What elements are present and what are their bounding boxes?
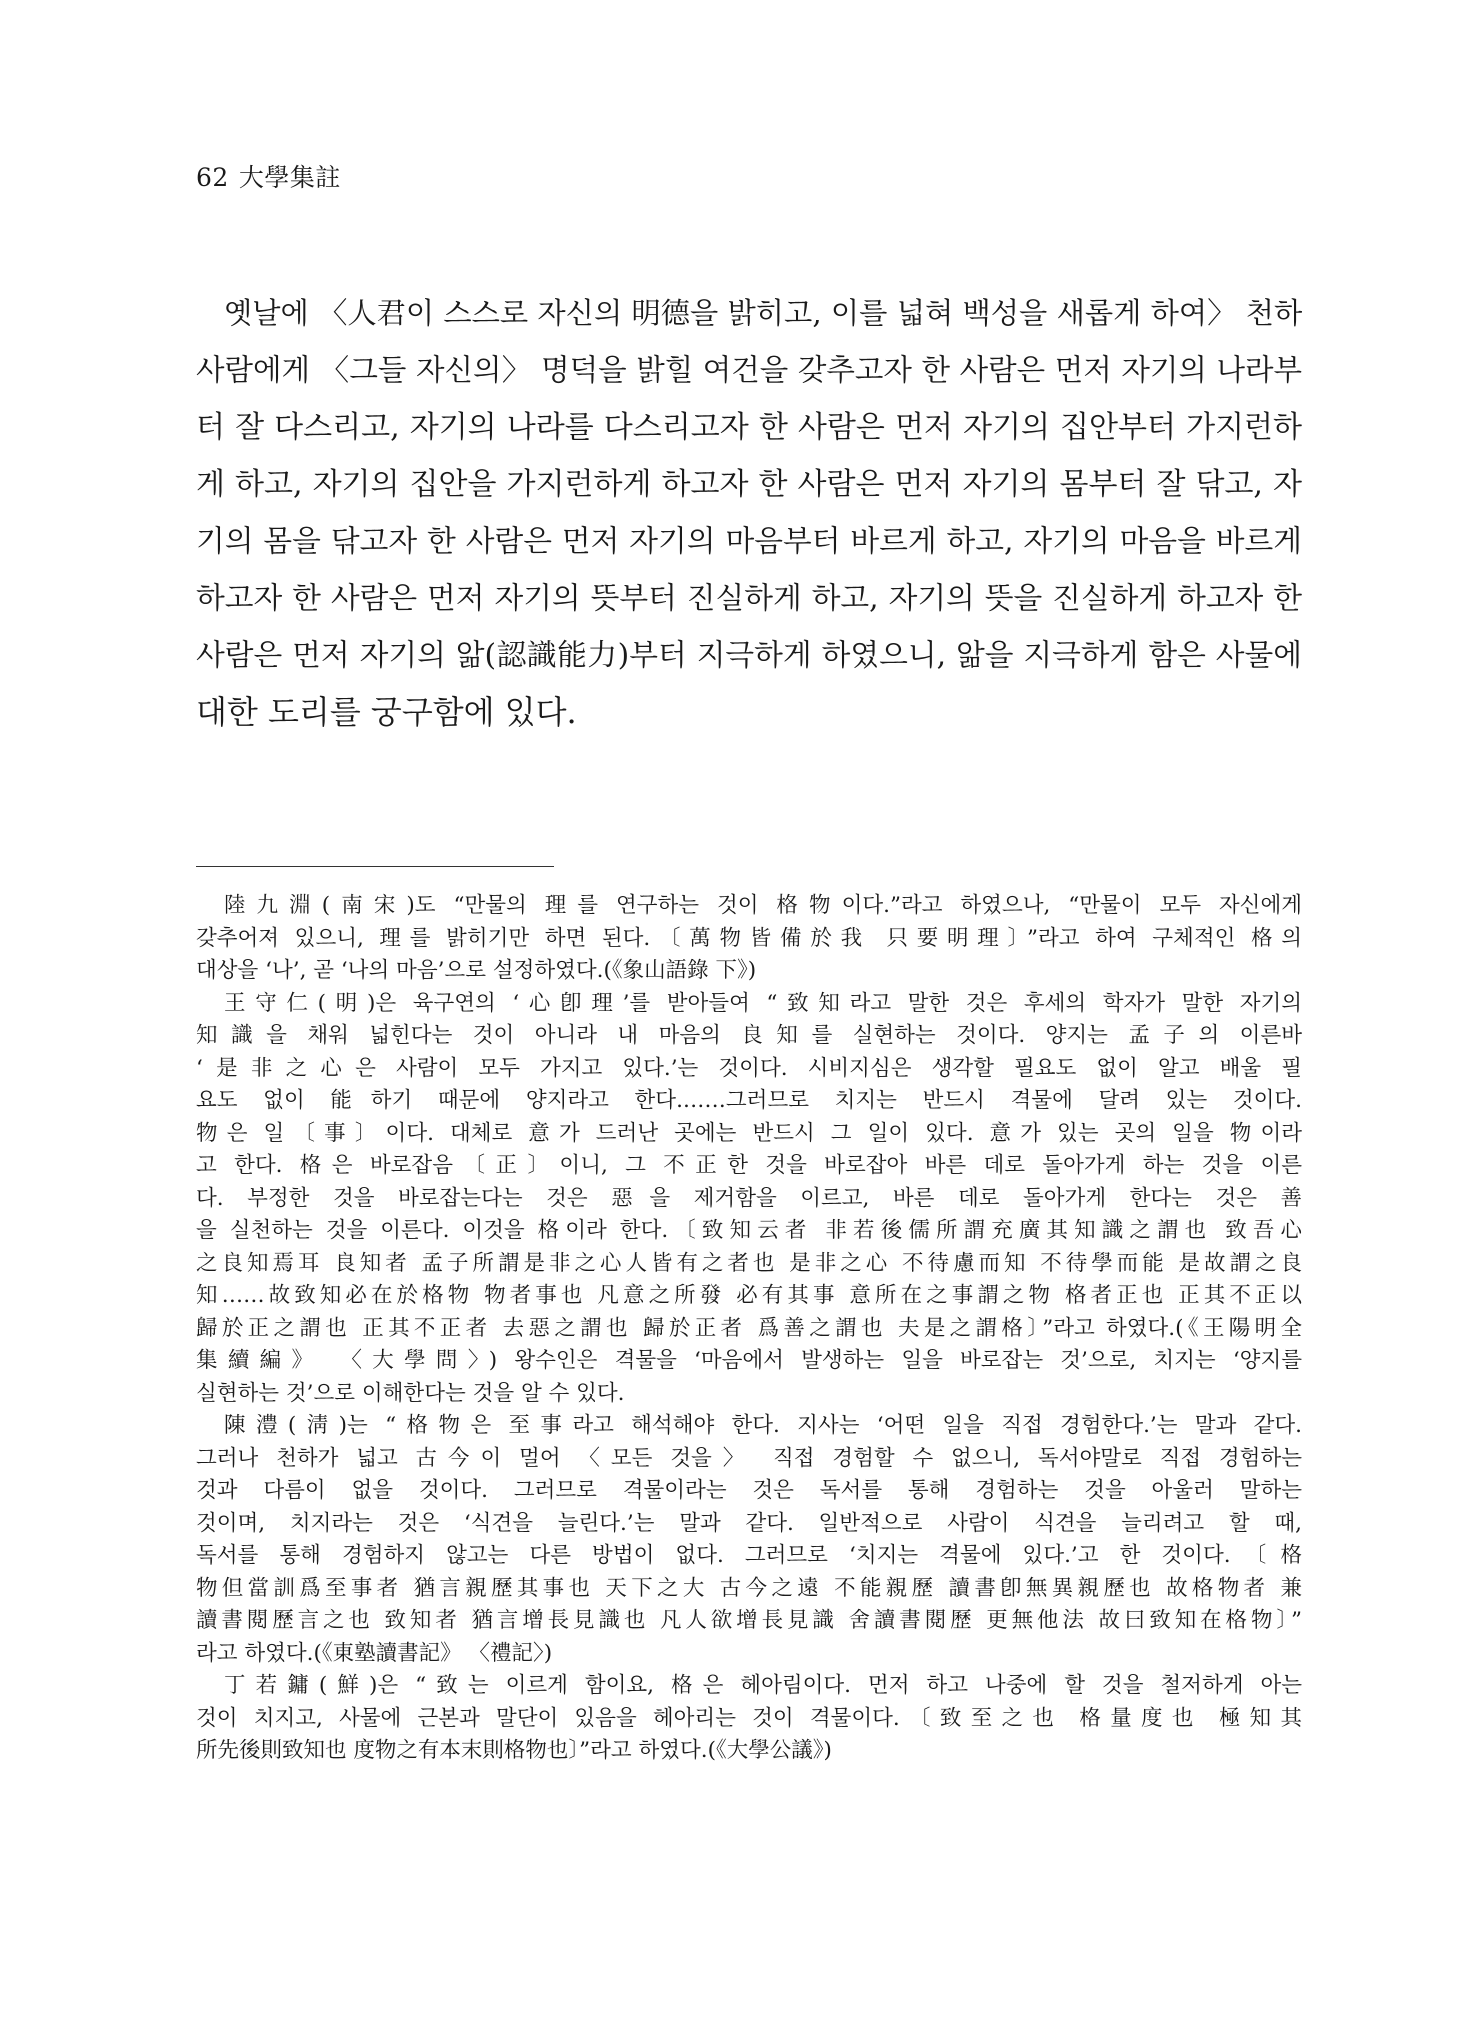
footnote-line: 歸於正之謂也 正其不正者 去惡之謂也 歸於正者 爲善之謂也 夫是之謂格〕”라고 하였다.(《王陽明全 [196, 1315, 1302, 1341]
footnote-line: 之良知焉耳 良知者 孟子所謂是非之心人皆有之者也 是非之心 不待慮而知 不待學而能 是故謂之良 [196, 1250, 1302, 1276]
main-text-line: 옛날에 〈人君이 스스로 자신의 明德을 밝히고, 이를 넓혀 백성을 새롭게 하여〉 천하 [224, 296, 1302, 330]
footnote-line: 갖추어져 있으니, 理를 밝히기만 하면 된다.〔萬物皆備於我 只要明理〕”라고 하여 구체적인 格의 [196, 925, 1302, 951]
footnote-line: 라고 하였다.(《東塾讀書記》 〈禮記〉) [196, 1640, 553, 1666]
main-text-line: 대한 도리를 궁구함에 있다. [196, 693, 577, 731]
footnote-line: 知識을 채워 넓힌다는 것이 아니라 내 마음의 良知를 실현하는 것이다. 양지는 孟子의 이른바 [196, 1023, 1302, 1048]
footnote-line: 고 한다. 格은 바로잡음〔正〕이니, 그 不正한 것을 바로잡아 바른 데로 돌아가게 하는 것을 이른 [196, 1153, 1302, 1178]
footnote-line: 所先後則致知也 度物之有本末則格物也〕”라고 하였다.(《大學公議》) [196, 1738, 832, 1763]
main-text-line: 터 잘 다스리고, 자기의 나라를 다스리고자 한 사람은 먼저 자기의 집안부터 가지런하 [196, 410, 1302, 445]
footnote-line: 것과 다름이 없을 것이다. 그러므로 격물이라는 것은 독서를 통해 경험하는 것을 아울러 말하는 [196, 1478, 1302, 1503]
footnote-line: 陸九淵(南宋)도 “만물의 理를 연구하는 것이 格物이다.”라고 하였으나, “만물이 모두 자신에게 [224, 893, 1302, 918]
running-head [196, 158, 341, 194]
page-number: 62 [196, 163, 229, 192]
main-text-line: 사람에게 〈그들 자신의〉 명덕을 밝힐 여건을 갖추고자 한 사람은 먼저 자기의 나라부 [196, 353, 1302, 387]
footnote-line: 丁若鏞(鮮)은 “致는 이르게 함이요, 格은 헤아림이다. 먼저 하고 나중에 할 것을 철저하게 아는 [224, 1673, 1302, 1698]
footnote-line: 을 실천하는 것을 이른다. 이것을 格이라 한다.〔致知云者 非若後儒所謂充廣其知識之謂也 致吾心 [196, 1218, 1302, 1243]
footnote-line: 陳澧(淸)는 “格物은 至事라고 해석해야 한다. 지사는 ‘어떤 일을 직접 경험한다.’는 말과 같다. [224, 1413, 1302, 1438]
footnote-line: 集續編》 〈大學問〉) 왕수인은 격물을 ‘마음에서 발생하는 일을 바로잡는 것’으로, 치지는 ‘양지를 [196, 1348, 1302, 1373]
footnote-line: 것이며, 치지라는 것은 ‘식견을 늘린다.’는 말과 같다. 일반적으로 사람이 식견을 늘리려고 할 때, [196, 1510, 1302, 1536]
footnote-line: 王守仁(明)은 육구연의 ‘心卽理’를 받아들여 “致知라고 말한 것은 후세의 학자가 말한 자기의 [224, 990, 1302, 1016]
footnote-line: ‘是非之心은 사람이 모두 가지고 있다.’는 것이다. 시비지심은 생각할 필요도 없이 알고 배울 필 [196, 1055, 1302, 1081]
footnote-line: 物은 일〔事〕이다. 대체로 意가 드러난 곳에는 반드시 그 일이 있다. 意가 있는 곳의 일을 物이라 [196, 1120, 1302, 1146]
footnote-line: 다. 부정한 것을 바로잡는다는 것은 惡을 제거함을 이르고, 바른 데로 돌아가게 한다는 것은 善 [196, 1185, 1302, 1211]
footnote-line: 것이 치지고, 사물에 근본과 말단이 있음을 헤아리는 것이 격물이다.〔致至之也 格量度也 極知其 [196, 1705, 1302, 1731]
footnote-line: 그러나 천하가 넓고 古今이 멀어 〈모든 것을〉 직접 경험할 수 없으니, 독서야말로 직접 경험하는 [196, 1445, 1302, 1471]
main-text [196, 285, 1302, 741]
main-text-line: 사람은 먼저 자기의 앎(認識能力)부터 지극하게 하였으니, 앎을 지극하게 함은 사물에 [196, 638, 1302, 673]
footnote-line: 요도 없이 能하기 때문에 양지라고 한다.……그러므로 치지는 반드시 격물에 달려 있는 것이다. [196, 1088, 1302, 1113]
main-text-line: 게 하고, 자기의 집안을 가지런하게 하고자 한 사람은 먼저 자기의 몸부터 잘 닦고, 자 [196, 467, 1302, 502]
footnote-line: 대상을 ‘나’, 곧 ‘나의 마음’으로 설정하였다.(《象山語錄 下》) [196, 958, 757, 983]
footnotes [196, 890, 1302, 1768]
footnote-line: 실현하는 것’으로 이해한다는 것을 알 수 있다. [196, 1380, 625, 1406]
footnote-line: 讀書閱歷言之也 致知者 猶言增長見識也 凡人欲增長見識 舍讀書閱歷 更無他法 故曰致知在格物〕” [196, 1608, 1302, 1633]
footnote-divider [196, 866, 554, 867]
footnote-line: 독서를 통해 경험하지 않고는 다른 방법이 없다. 그러므로 ‘치지는 격물에 있다.’고 한 것이다.〔格 [196, 1543, 1302, 1568]
main-text-line: 기의 몸을 닦고자 한 사람은 먼저 자기의 마음부터 바르게 하고, 자기의 마음을 바르게 [196, 524, 1302, 559]
footnote-line: 知……故致知必在於格物 物者事也 凡意之所發 必有其事 意所在之事謂之物 格者正也 正其不正以 [196, 1283, 1302, 1308]
footnote-line: 物但當訓爲至事者 猶言親歷其事也 天下之大 古今之遠 不能親歷 讀書卽無異親歷也 故格物者 兼 [196, 1575, 1302, 1601]
main-text-line: 하고자 한 사람은 먼저 자기의 뜻부터 진실하게 하고, 자기의 뜻을 진실하게 하고자 한 [196, 581, 1302, 616]
book-title: 大學集註 [238, 163, 341, 192]
